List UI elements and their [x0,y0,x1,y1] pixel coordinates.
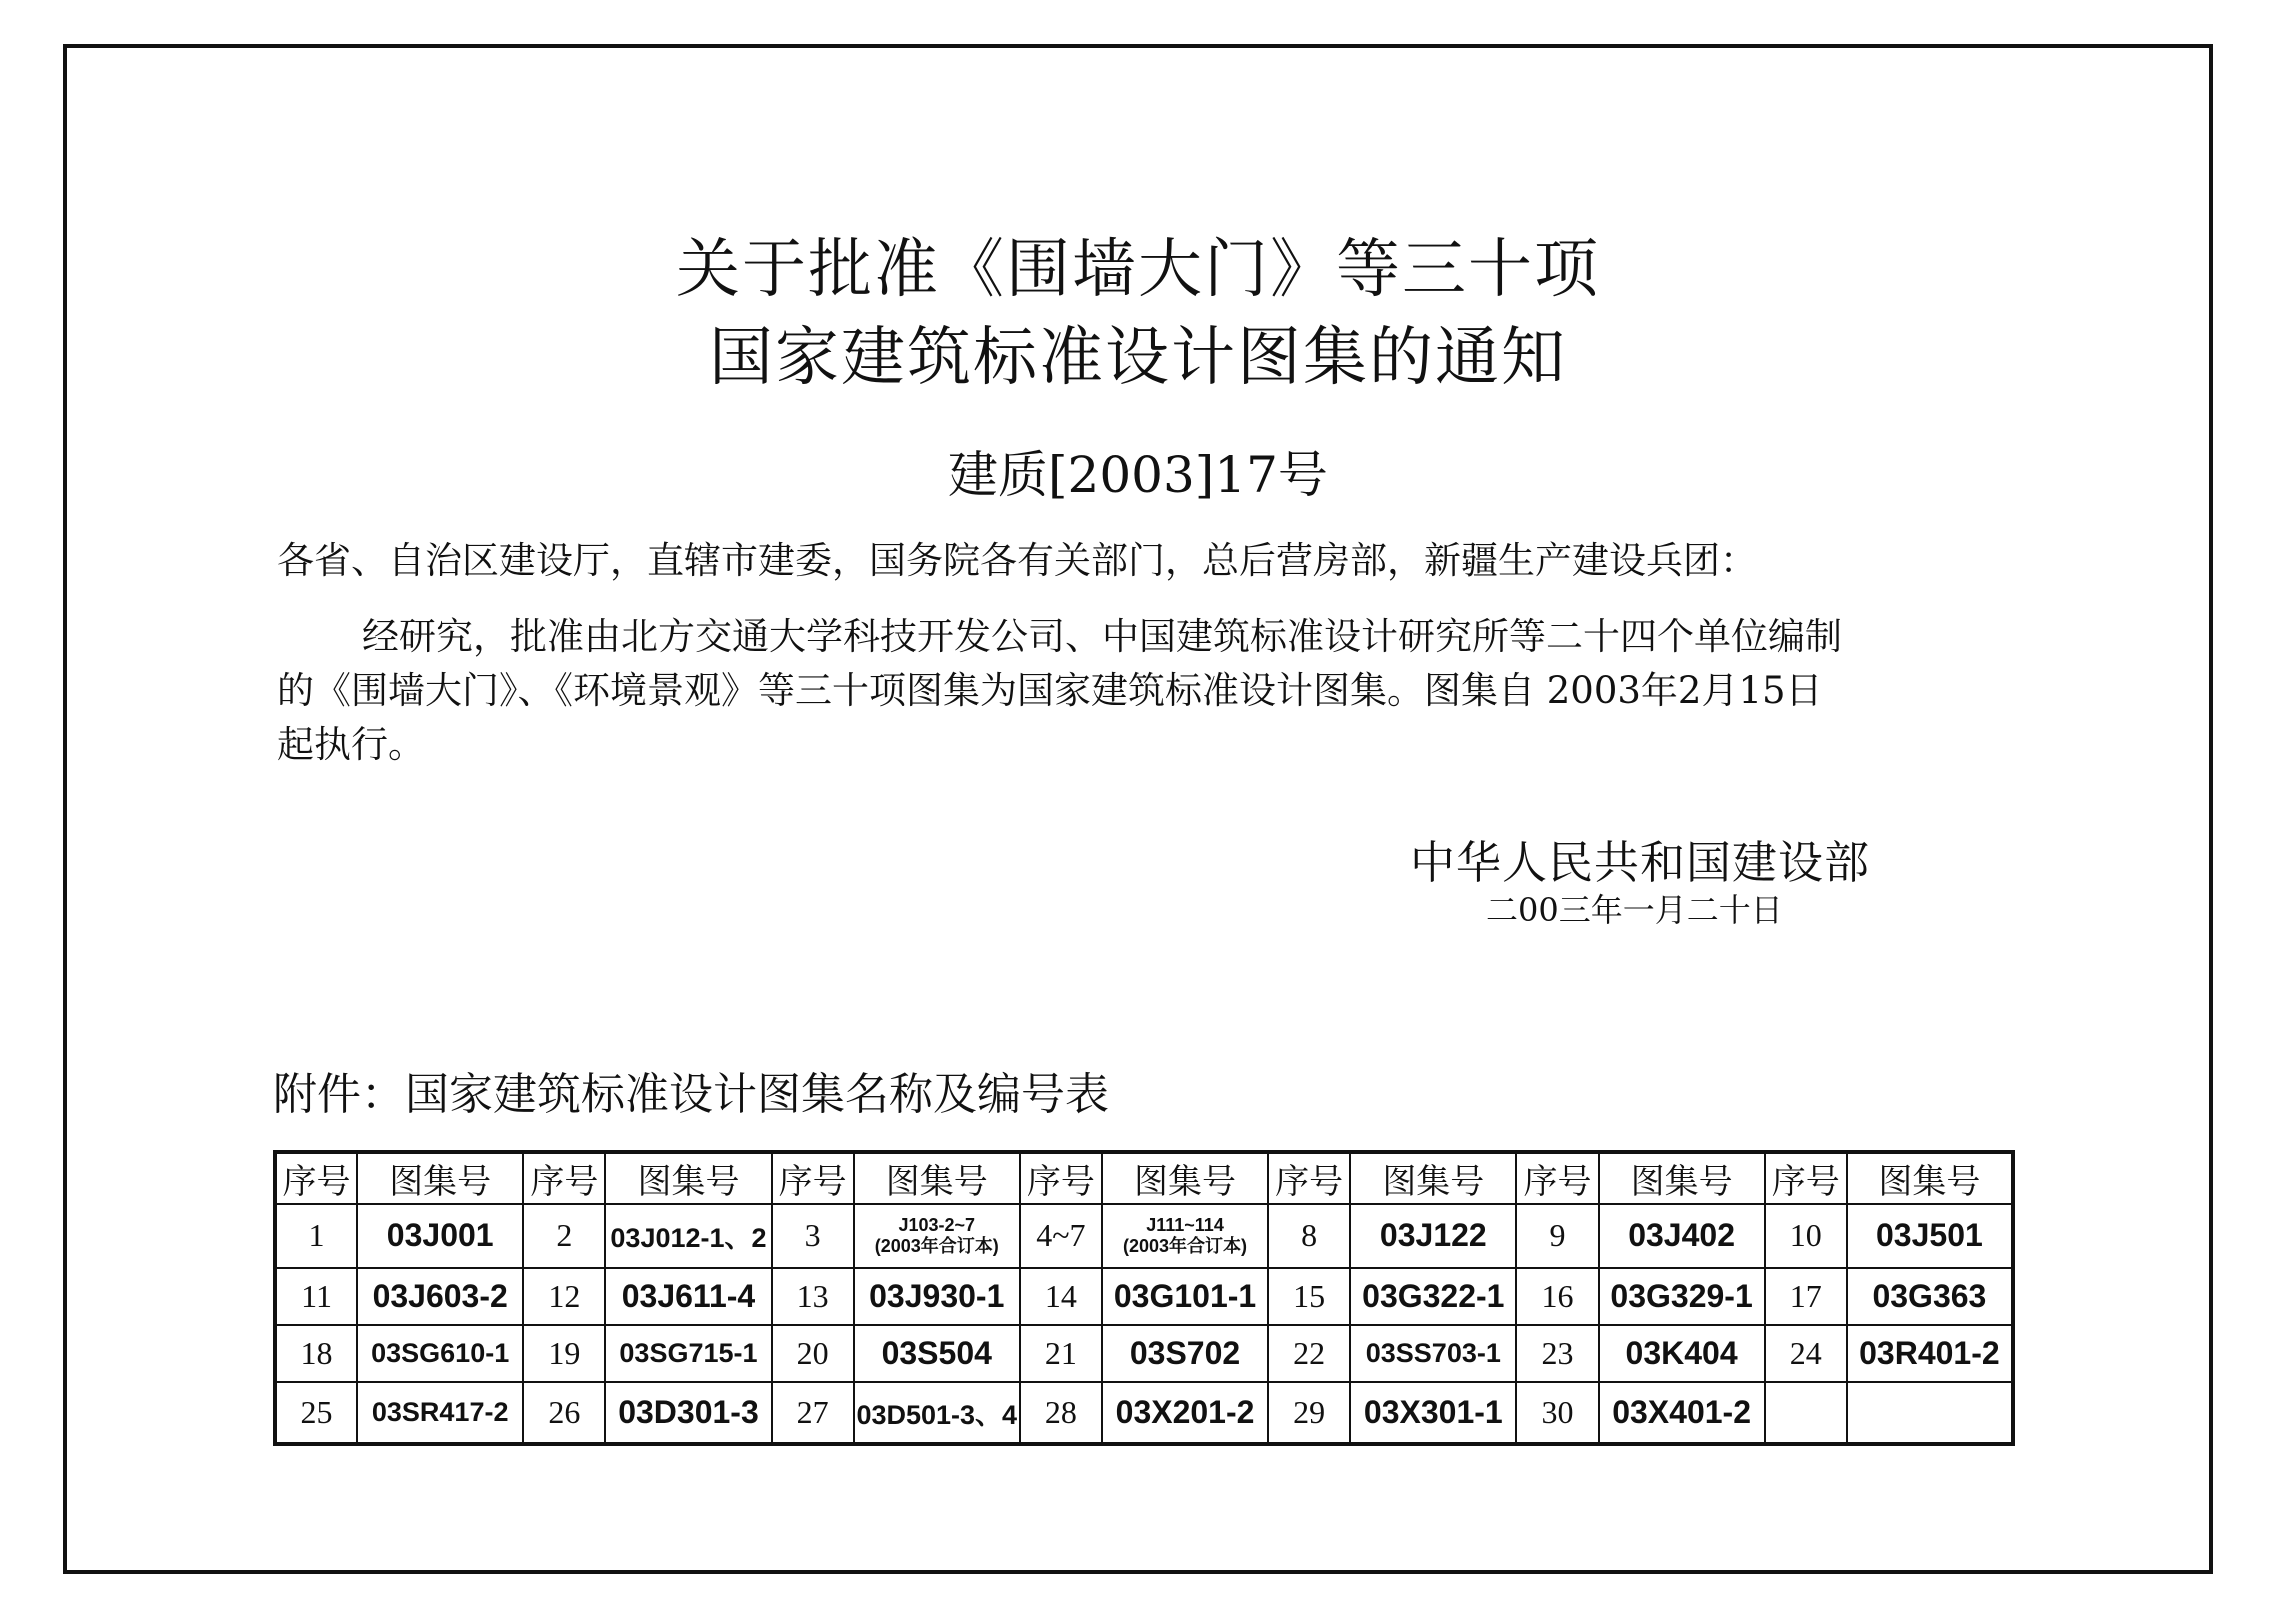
body-line-1: 经研究，批准由北方交通大学科技开发公司、中国建筑标准设计研究所等二十四个单位编制 [362,615,1842,658]
atlas-code: 03J603-2 [357,1268,523,1325]
row-seq: 21 [1020,1325,1102,1382]
atlas-code: 03J930-1 [854,1268,1020,1325]
header-code: 图集号 [357,1152,523,1204]
header-seq: 序号 [1516,1152,1598,1204]
table-row [275,1268,2013,1325]
atlas-code: 03G101-1 [1102,1268,1268,1325]
row-seq: 20 [772,1325,854,1382]
atlas-code-combined [854,1204,1020,1268]
header-code: 图集号 [1350,1152,1516,1204]
atlas-code-line2: (2003年合订本) [874,1235,999,1256]
row-seq: 28 [1020,1382,1102,1444]
row-seq: 1 [275,1204,357,1268]
atlas-code: 03D301-3 [605,1382,771,1444]
table-row [275,1325,2013,1382]
atlas-code: 03G322-1 [1350,1268,1516,1325]
row-seq: 4~7 [1020,1204,1102,1268]
table-row [275,1204,2013,1268]
notice-title-line1: 关于批准《围墙大门》等三十项 [676,233,1600,307]
annex-title: 附件：国家建筑标准设计图集名称及编号表 [273,1069,1109,1120]
atlas-code: 03J501 [1847,1204,2013,1268]
row-seq: 30 [1516,1382,1598,1444]
document-number: 建质[2003]17号 [948,446,1328,504]
header-seq: 序号 [772,1152,854,1204]
row-seq: 10 [1765,1204,1847,1268]
notice-title-line2: 国家建筑标准设计图集的通知 [709,321,1567,395]
atlas-code-combined [1102,1204,1268,1268]
row-seq: 13 [772,1268,854,1325]
header-seq: 序号 [1765,1152,1847,1204]
atlas-code: 03S504 [854,1325,1020,1382]
header-code: 图集号 [1599,1152,1765,1204]
row-seq-empty [1765,1382,1847,1444]
table-header-row [275,1152,2013,1204]
atlas-code: 03X301-1 [1350,1382,1516,1444]
atlas-table [273,1150,2015,1446]
atlas-code: 03J012-1、2 [605,1204,771,1268]
header-seq: 序号 [275,1152,357,1204]
atlas-code: 03SR417-2 [357,1382,523,1444]
atlas-code: 03G329-1 [1599,1268,1765,1325]
atlas-code: 03SG610-1 [357,1325,523,1382]
addressee-line: 各省、自治区建设厅，直辖市建委，国务院各有关部门，总后营房部，新疆生产建设兵团： [277,539,1757,582]
atlas-code: 03J001 [357,1204,523,1268]
atlas-code: 03J402 [1599,1204,1765,1268]
header-code: 图集号 [854,1152,1020,1204]
table-row [275,1382,2013,1444]
row-seq: 8 [1268,1204,1350,1268]
header-code: 图集号 [1847,1152,2013,1204]
atlas-code: 03SS703-1 [1350,1325,1516,1382]
row-seq: 2 [523,1204,605,1268]
atlas-code-line2: (2003年合订本) [1123,1235,1248,1256]
header-code: 图集号 [1102,1152,1268,1204]
row-seq: 12 [523,1268,605,1325]
atlas-code: 03G363 [1847,1268,2013,1325]
header-seq: 序号 [523,1152,605,1204]
row-seq: 27 [772,1382,854,1444]
atlas-code: 03X401-2 [1599,1382,1765,1444]
header-code: 图集号 [605,1152,771,1204]
atlas-code-line1: J111~114 [1146,1215,1224,1236]
row-seq: 15 [1268,1268,1350,1325]
row-seq: 3 [772,1204,854,1268]
row-seq: 24 [1765,1325,1847,1382]
body-line-3: 起执行。 [277,723,425,766]
atlas-code-line1: J103-2~7 [898,1215,976,1236]
row-seq: 25 [275,1382,357,1444]
atlas-code: 03J122 [1350,1204,1516,1268]
body-line-2: 的《围墙大门》、《环境景观》等三十项图集为国家建筑标准设计图集。图集自 2003年2月15日 [277,669,1823,712]
row-seq: 16 [1516,1268,1598,1325]
atlas-code: 03D501-3、4 [854,1382,1020,1444]
row-seq: 9 [1516,1204,1598,1268]
header-seq: 序号 [1268,1152,1350,1204]
row-seq: 17 [1765,1268,1847,1325]
atlas-code: 03S702 [1102,1325,1268,1382]
row-seq: 22 [1268,1325,1350,1382]
atlas-code-empty [1847,1382,2013,1444]
atlas-code: 03R401-2 [1847,1325,2013,1382]
row-seq: 19 [523,1325,605,1382]
header-seq: 序号 [1020,1152,1102,1204]
row-seq: 18 [275,1325,357,1382]
atlas-code: 03SG715-1 [605,1325,771,1382]
row-seq: 23 [1516,1325,1598,1382]
issue-date: 二00三年一月二十日 [1486,891,1783,929]
row-seq: 26 [523,1382,605,1444]
atlas-code: 03J611-4 [605,1268,771,1325]
row-seq: 11 [275,1268,357,1325]
row-seq: 29 [1268,1382,1350,1444]
issuer-name: 中华人民共和国建设部 [1410,836,1871,889]
atlas-code: 03X201-2 [1102,1382,1268,1444]
row-seq: 14 [1020,1268,1102,1325]
atlas-code: 03K404 [1599,1325,1765,1382]
